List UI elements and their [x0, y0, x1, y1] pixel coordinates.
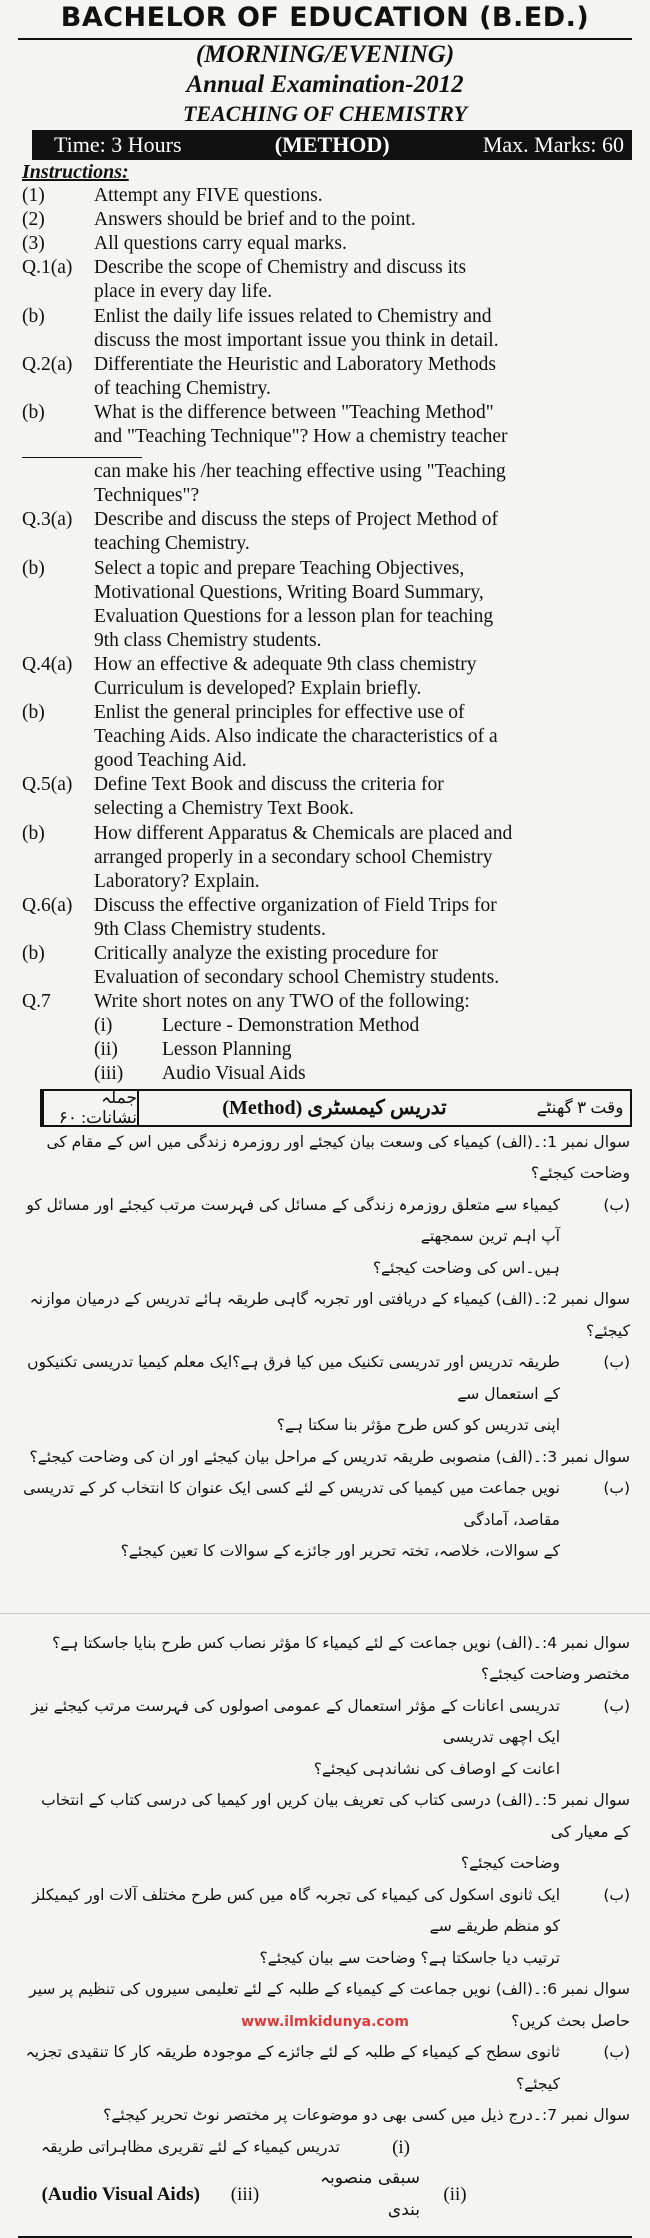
question-line: How different Apparatus & Chemicals are placed and	[94, 822, 513, 844]
question-line: Enlist the general principles for effective use of	[94, 702, 465, 724]
urdu-question-text	[20, 1785, 630, 1880]
english-section	[0, 160, 650, 1087]
question-line: Enlist the daily life issues related to Chemistry and	[94, 305, 492, 327]
urdu-question-item	[20, 1127, 630, 1190]
question-label: Q.4(a)	[22, 653, 73, 675]
urdu-question-text	[20, 1442, 630, 1474]
instruction-item	[22, 184, 630, 208]
question-line: Describe the scope of Chemistry and discuss its	[94, 257, 467, 279]
question-line: arranged properly in a secondary school Chemistry	[94, 846, 493, 868]
instruction-number: (1)	[22, 185, 45, 207]
urdu-question-line: سوال نمبر 4:۔(الف) نویں جماعت کے لئے کیمیاء کا مؤثر نصاب کس طرح بنایا جاسکتا ہے؟ مختصر وضاحت کیجئے؟	[52, 1633, 630, 1684]
question-item	[22, 460, 630, 508]
question-line: Select a topic and prepare Teaching Objectives,	[94, 557, 465, 579]
question-line: of teaching Chemistry.	[94, 377, 271, 399]
urdu-questions	[20, 1127, 630, 2132]
question-item	[22, 353, 630, 401]
question-text	[94, 942, 630, 990]
urdu-question-line: اپنی تدریس کو کس طرح مؤثر بنا سکتا ہے؟	[276, 1416, 560, 1435]
instruction-number: (2)	[22, 209, 45, 231]
question-text	[94, 401, 630, 449]
urdu-question-item	[20, 1691, 630, 1786]
question-text	[94, 894, 630, 942]
question-label: Q.5(a)	[22, 774, 73, 796]
urdu-question-item	[20, 1347, 630, 1442]
urdu-question-text	[20, 1691, 560, 1786]
urdu-question-item	[20, 1628, 630, 1691]
urdu-question-text	[20, 1284, 630, 1347]
question-text	[94, 256, 630, 304]
question-label: (b)	[22, 401, 45, 423]
max-marks: Max. Marks: 60	[482, 132, 624, 157]
exam-title: Annual Examination-2012	[186, 71, 464, 98]
question-item	[22, 894, 630, 942]
option-text: Lesson Planning	[162, 1039, 292, 1061]
question-line: 9th Class Chemistry students.	[94, 918, 326, 940]
question-line: Discuss the effective organization of Field Trips for	[94, 894, 497, 916]
urdu-question-text	[20, 1347, 560, 1442]
q7-option	[94, 1062, 630, 1086]
urdu-question-line: سوال نمبر 2:۔(الف) کیمیاء کے دریافتی اور تجربہ گاہی طریقہ ہائے تدریس کے درمیان موازنہ کیجئے؟	[29, 1290, 630, 1340]
option-label: (i)	[94, 1015, 113, 1037]
q7-options	[22, 1014, 630, 1086]
question-text	[94, 653, 630, 701]
urdu-question-item	[20, 1473, 630, 1568]
urdu-title: تدریس کیمسٹری (Method)	[137, 1091, 530, 1125]
urdu-question-item	[20, 1284, 630, 1347]
urdu-question-text	[20, 2100, 630, 2132]
degree-title: BACHELOR OF EDUCATION (B.ED.)	[60, 2, 590, 33]
question-label: (b)	[22, 822, 45, 844]
urdu-question-text	[20, 1880, 560, 1975]
instruction-item	[22, 232, 630, 256]
urdu-question-label: (ب)	[603, 1195, 630, 1214]
question-text	[94, 557, 630, 653]
urdu-question-item	[20, 1880, 630, 1975]
urdu-question-text	[20, 1628, 630, 1691]
urdu-question-item	[20, 2037, 630, 2100]
question-item	[22, 401, 630, 449]
urdu-question-item	[20, 1190, 630, 1285]
question-line: good Teaching Aid.	[94, 750, 247, 772]
urdu-question-item	[20, 1442, 630, 1474]
question-line: Motivational Questions, Writing Board Summary,	[94, 581, 484, 603]
instruction-text: All questions carry equal marks.	[94, 233, 347, 255]
question-item	[22, 305, 630, 353]
urdu-question-label: (ب)	[603, 1885, 630, 1904]
question-line: selecting a Chemistry Text Book.	[94, 798, 354, 820]
question-label: Q.3(a)	[22, 509, 73, 531]
question-line: discuss the most important issue you think in detail.	[94, 329, 499, 351]
urdu-question-line: تدریسی اعانات کے مؤثر استعمال کے عمومی اصولوں کی فہرست مرتب کیجئے نیز ایک اچھی تدریسی	[31, 1696, 560, 1747]
question-item	[22, 557, 630, 653]
question-item	[22, 822, 630, 894]
urdu-question-item	[20, 1785, 630, 1880]
urdu-question-line: ثانوی سطح کے کیمیاء کے طلبہ کے لئے جائزے کے موجودہ طریقہ کار کا تنقیدی تجزیہ کیجئے؟	[25, 2043, 560, 2093]
question-line: Curriculum is developed? Explain briefly.	[94, 677, 422, 699]
question-line: place in every day life.	[94, 281, 273, 303]
question-item	[22, 773, 630, 821]
urdu-question-item	[20, 2100, 630, 2132]
question-label: (b)	[22, 305, 45, 327]
urdu-question-text	[20, 1473, 560, 1568]
q7-option	[94, 1014, 630, 1038]
urdu-question-line: کیمیاء سے متعلق روزمرہ زندگی کے مسائل کی فہرست مرتب کیجئے اور مسائل کو آپ اہم ترین سمجھتے	[26, 1195, 560, 1246]
question-line: How an effective & adequate 9th class chemistry	[94, 653, 477, 675]
urdu-q7-options-ii-iii: (ii) سبقی منصوبہ بندی (iii) (Audio Visual Aids)	[41, 2168, 467, 2220]
question-line: Teaching Aids. Also indicate the characteristics of a	[94, 726, 498, 748]
question-line: 9th class Chemistry students.	[94, 629, 322, 651]
question-line: can make his /her teaching effective using "Teaching	[94, 461, 506, 483]
question-label: Q.6(a)	[22, 894, 73, 916]
urdu-question-line: سوال نمبر 7:۔درج ذیل میں کسی بھی دو موضوعات پر مختصر نوٹ تحریر کیجئے؟	[103, 2106, 630, 2125]
question-line: Laboratory? Explain.	[94, 870, 260, 892]
page-header	[0, 0, 650, 160]
urdu-q7-option-i: (i) تدریس کیمیاء کے لئے تقریری مظاہراتی طریقہ	[41, 2136, 410, 2158]
page-break-line	[22, 457, 142, 458]
question-label: (b)	[22, 943, 45, 964]
question-text	[94, 353, 630, 401]
watermark: www.ilmkidunya.com	[241, 2014, 409, 2030]
question-text	[94, 305, 630, 353]
urdu-question-line: ترتیب دیا جاسکتا ہے؟ وضاحت سے بیان کیجئے؟	[259, 1948, 560, 1967]
question-label	[22, 460, 94, 508]
question-text	[94, 773, 630, 821]
instruction-number: (3)	[22, 233, 45, 255]
urdu-question-label: (ب)	[603, 1696, 630, 1715]
question-line: Define Text Book and discuss the criteria for	[94, 774, 444, 796]
urdu-question-line: کے سوالات، خلاصہ، تختہ تحریر اور جائزے کے سوالات کا تعین کیجئے؟	[120, 1542, 560, 1561]
urdu-question-label: (ب)	[603, 2043, 630, 2062]
question-line: Describe and discuss the steps of Project Method of	[94, 509, 498, 531]
instruction-item	[22, 208, 630, 232]
urdu-question-line: سوال نمبر 6:۔(الف) نویں جماعت کے کیمیاء کے طلبہ کے لئے تعلیمی سیروں کی تنظیم پر سیر حاصل بحث کریں؟	[29, 1980, 630, 2030]
question-line: Techniques"?	[94, 485, 200, 507]
question-line: teaching Chemistry.	[94, 533, 250, 555]
question-item	[22, 701, 630, 773]
question-item	[22, 508, 630, 556]
urdu-question-line: سوال نمبر 5:۔(الف) درسی کتاب کی تعریف بیان کریں اور کیمیا کی درسی کتاب کے انتخاب کے معیار کی	[41, 1791, 630, 1841]
question-text	[94, 701, 630, 773]
question-item	[22, 256, 630, 304]
instructions-title: Instructions:	[22, 161, 129, 183]
question-label: Q.2(a)	[22, 353, 73, 375]
session: (MORNING/EVENING)	[195, 41, 455, 68]
question-text	[94, 508, 630, 556]
time-allowed: Time: 3 Hours	[54, 132, 182, 157]
question-item	[22, 653, 630, 701]
option-text: Lecture - Demonstration Method	[162, 1015, 420, 1037]
urdu-section	[0, 1127, 650, 2227]
urdu-question-line: وضاحت کیجئے؟	[460, 1854, 560, 1873]
option-label: (iii)	[94, 1063, 124, 1085]
urdu-marks: جملہ نشانات: ۶۰	[42, 1091, 137, 1125]
urdu-question-line: طریقہ تدریس اور تدریسی تکنیک میں کیا فرق ہے؟ایک معلم کیمیا تدریسی تکنیکوں کے استعمال سے	[27, 1353, 560, 1403]
page-fold	[0, 1568, 650, 1614]
question-item	[22, 990, 630, 1014]
urdu-question-text	[20, 1190, 560, 1285]
option-text: Audio Visual Aids	[162, 1063, 306, 1085]
question-line: Evaluation Questions for a lesson plan for teaching	[94, 605, 494, 627]
urdu-question-line: نویں جماعت میں کیمیا کی تدریس کے لئے کسی ایک عنوان کا انتخاب کر کے تدریسی مقاصد، آمادگی	[23, 1479, 560, 1529]
urdu-question-line: سوال نمبر 3:۔(الف) منصوبی طریقہ تدریس کے مراحل بیان کیجئے اور ان کی وضاحت کیجئے؟	[29, 1447, 630, 1466]
info-bar	[32, 130, 632, 160]
urdu-question-line: ہیں۔اس کی وضاحت کیجئے؟	[372, 1258, 560, 1277]
question-line: Critically analyze the existing procedure for	[94, 943, 438, 964]
instruction-text: Answers should be brief and to the point.	[94, 209, 416, 231]
urdu-header-box	[40, 1089, 632, 1127]
question-label: (b)	[22, 702, 45, 724]
question-line: Write short notes on any TWO of the following:	[94, 991, 470, 1013]
paper-type: (METHOD)	[274, 132, 390, 157]
urdu-question-label: (ب)	[603, 1479, 630, 1498]
urdu-question-text	[20, 1127, 630, 1190]
instructions-list	[22, 184, 630, 256]
question-label: (b)	[22, 557, 45, 579]
question-line: and "Teaching Technique"? How a chemistry teacher	[94, 426, 508, 448]
urdu-question-line: اعانت کے اوصاف کی نشاندہی کیجئے؟	[313, 1759, 560, 1778]
question-label: Q.7	[22, 991, 51, 1013]
instruction-text: Attempt any FIVE questions.	[94, 185, 323, 207]
subject-title: TEACHING OF CHEMISTRY	[182, 101, 468, 126]
urdu-question-line: ایک ثانوی اسکول کی کیمیاء کی تجربہ گاہ میں کس طرح مختلف آلات اور کیمیکلز کو منظم طریقے سے	[32, 1885, 560, 1936]
question-text	[94, 460, 630, 508]
option-label: (ii)	[94, 1039, 118, 1061]
question-text	[94, 822, 630, 894]
q7-option	[94, 1038, 630, 1062]
question-line: Differentiate the Heuristic and Laboratory Methods	[94, 353, 496, 375]
urdu-time: وقت ۳ گھنٹے	[536, 1098, 624, 1118]
question-item	[22, 942, 630, 990]
english-questions	[22, 256, 630, 1014]
question-line: Evaluation of secondary school Chemistry students.	[94, 967, 500, 989]
question-text	[94, 990, 630, 1014]
urdu-question-text	[20, 2037, 560, 2100]
urdu-question-label: (ب)	[603, 1353, 630, 1372]
urdu-question-line: سوال نمبر 1:۔(الف) کیمیاء کی وسعت بیان کیجئے اور روزمرہ زندگی میں اس کے مقام کی وضاحت کیجئے؟	[46, 1132, 630, 1183]
question-label: Q.1(a)	[22, 257, 73, 279]
question-line: What is the difference between "Teaching Method"	[94, 401, 494, 423]
